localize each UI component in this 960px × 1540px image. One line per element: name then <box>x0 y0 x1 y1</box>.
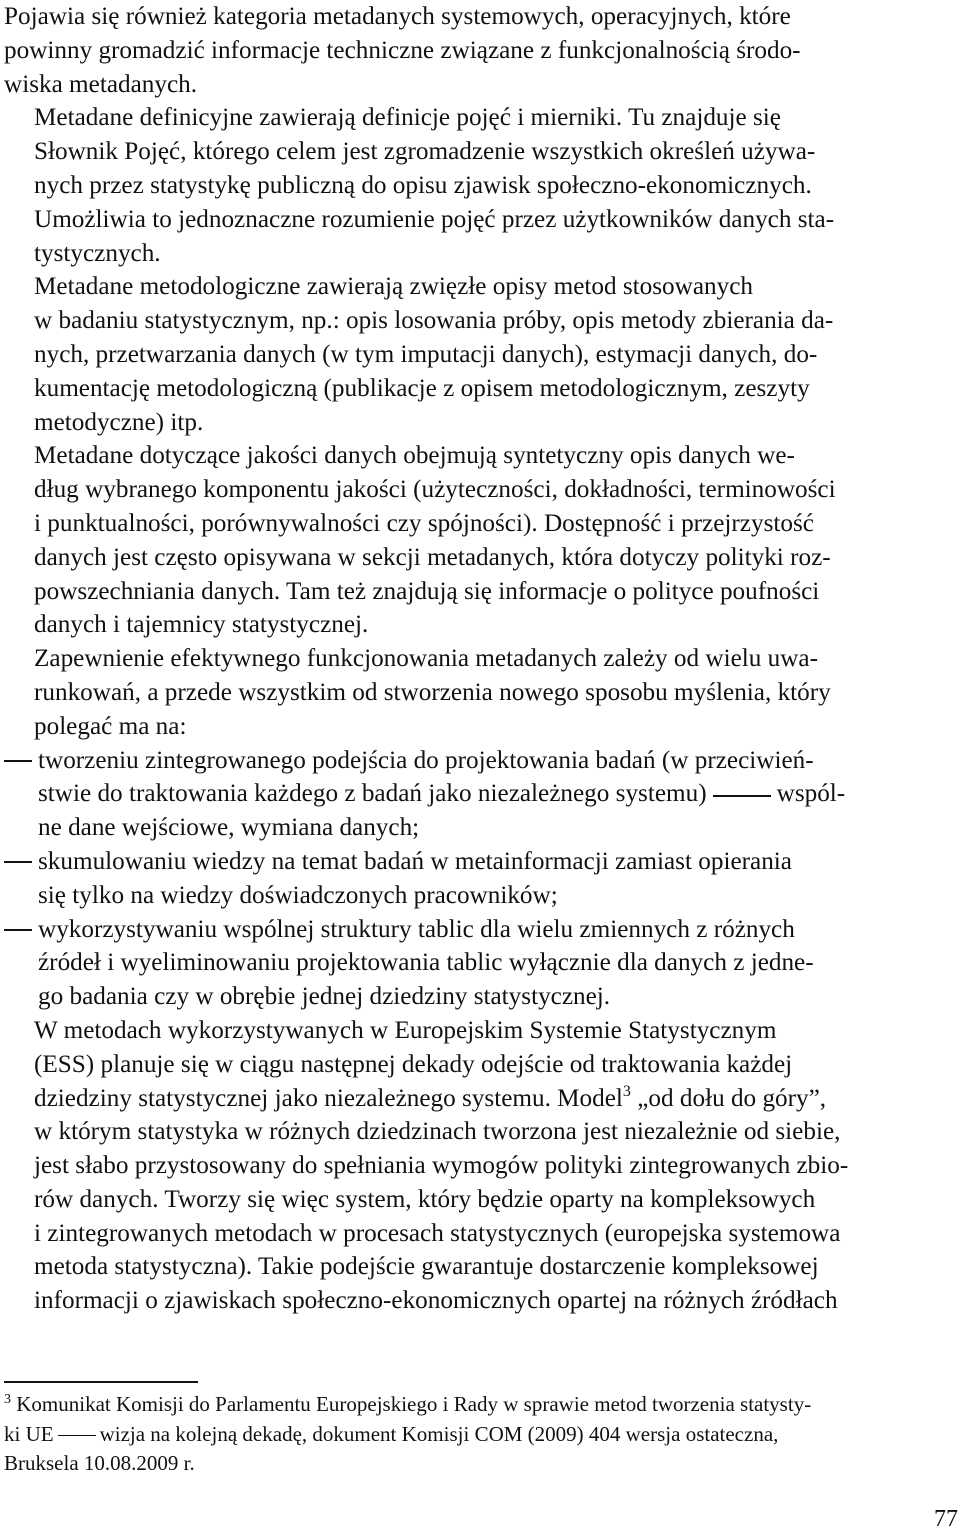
text-line: Zapewnienie efektywnego funkcjonowania metadanych zależy od wielu uwa- <box>34 645 818 673</box>
text-line: tystycznych. <box>34 239 161 267</box>
text-line: Metadane definicyjne zawierają definicje pojęć i mierniki. Tu znajduje się <box>34 104 781 132</box>
text-line: i punktualności, porównywalności czy spójności). Dostępność i przejrzystość <box>34 509 814 537</box>
text-line: tworzeniu zintegrowanego podejścia do projektowania badań (w przeciwień- <box>38 746 814 774</box>
footnote-line <box>4 1420 958 1450</box>
dash-bullet-icon <box>4 760 32 762</box>
paragraph-system-metadata <box>4 0 958 101</box>
dash-list <box>4 744 958 1014</box>
text-line: Pojawia się również kategoria metadanych systemowych, operacyjnych, które <box>4 3 791 30</box>
list-item <box>4 845 958 913</box>
paragraph-definitional-metadata <box>4 101 958 270</box>
text-line <box>4 1082 958 1116</box>
em-dash-icon <box>58 1435 96 1436</box>
text-segment: dziedziny statystycznej jako niezależnego systemu. Model <box>34 1084 623 1112</box>
text-line: kumentację metodologiczną (publikacje z opisem metodologicznym, zeszyty <box>34 374 810 402</box>
footnote-line: Bruksela 10.08.2009 r. <box>4 1451 195 1475</box>
text-segment: wspól- <box>776 780 846 808</box>
text-line: metoda statystyczna). Takie podejście gwarantuje dostarczenie kompleksowej <box>34 1253 819 1281</box>
list-item <box>4 744 958 845</box>
paragraph-ess-methods <box>4 1014 958 1318</box>
text-line: dług wybranego komponentu jakości (użyteczności, dokładności, terminowości <box>34 476 836 504</box>
text-line: źródeł i wyeliminowaniu projektowania tablic wyłącznie dla danych z jedne- <box>38 949 814 977</box>
text-segment: Komunikat Komisji do Parlamentu Europejskiego i Rady w sprawie metod tworzenia statysty- <box>11 1392 812 1416</box>
text-line: nych, przetwarzania danych (w tym imputacji danych), estymacji danych, do- <box>34 340 818 368</box>
text-line: jest słabo przystosowany do spełniania wymogów polityki zintegrowanych zbio- <box>34 1152 849 1180</box>
text-line <box>38 777 958 811</box>
text-line: w którym statystyka w różnych dziedzinach tworzona jest niezależnie od siebie, <box>34 1118 841 1146</box>
text-line: wykorzystywaniu wspólnej struktury tablic dla wielu zmiennych z różnych <box>38 915 795 943</box>
text-line: powszechniania danych. Tam też znajdują się informacje o polityce poufności <box>34 577 820 605</box>
text-line: Metadane metodologiczne zawierają zwięzłe opisy metod stosowanych <box>34 273 753 301</box>
footnote <box>4 1390 958 1479</box>
text-segment: wizja na kolejną dekadę, dokument Komisji COM (2009) 404 wersja ostateczna, <box>99 1421 779 1446</box>
text-line: runkowań, a przede wszystkim od stworzenia nowego sposobu myślenia, który <box>34 678 831 706</box>
footnote-line <box>4 1390 958 1420</box>
text-line: ne dane wejściowe, wymiana danych; <box>38 814 420 842</box>
text-line: skumulowaniu wiedzy na temat badań w metainformacji zamiast opierania <box>38 847 792 875</box>
dash-bullet-icon <box>4 861 32 863</box>
main-text <box>4 0 958 1318</box>
em-dash-icon <box>713 795 771 797</box>
text-line: Słownik Pojęć, którego celem jest zgromadzenie wszystkich określeń używa- <box>34 138 816 166</box>
page-number: 77 <box>934 1506 958 1532</box>
text-line: Umożliwia to jednoznaczne rozumienie pojęć przez użytkowników danych sta- <box>34 205 835 233</box>
text-line: go badania czy w obrębie jednej dziedziny statystycznej. <box>38 983 611 1011</box>
paragraph-methodological-metadata <box>4 270 958 439</box>
text-segment: ki UE <box>4 1421 54 1446</box>
text-line: danych jest często opisywana w sekcji metadanych, która dotyczy polityki roz- <box>34 543 831 571</box>
text-line: i zintegrowanych metodach w procesach statystycznych (europejska systemowa <box>34 1219 841 1247</box>
paragraph-quality-metadata <box>4 439 958 642</box>
text-line: Metadane dotyczące jakości danych obejmują syntetyczny opis danych we- <box>34 442 795 470</box>
text-line: nych przez statystykę publiczną do opisu zjawisk społeczno-ekonomicznych. <box>34 171 812 199</box>
text-line: danych i tajemnicy statystycznej. <box>34 611 369 639</box>
paragraph-effective-functioning <box>4 642 958 743</box>
text-line: powinny gromadzić informacje techniczne związane z funkcjonalnością środo- <box>4 36 801 64</box>
list-item <box>4 913 958 1014</box>
text-line: wiska metadanych. <box>4 70 198 98</box>
text-line: informacji o zjawiskach społeczno-ekonomicznych opartej na różnych źródłach <box>34 1287 838 1315</box>
footnote-reference[interactable]: 3 <box>622 1082 631 1100</box>
text-line: W metodach wykorzystywanych w Europejskim Systemie Statystycznym <box>34 1016 777 1044</box>
text-line: się tylko na wiedzy doświadczonych pracowników; <box>38 881 558 909</box>
text-line: polegać ma na: <box>34 712 187 740</box>
dash-bullet-icon <box>4 929 32 931</box>
text-segment: stwie do traktowania każdego z badań jako niezależnego systemu) <box>38 780 707 808</box>
text-line: (ESS) planuje się w ciągu następnej dekady odejście od traktowania każdej <box>34 1050 793 1078</box>
text-line: rów danych. Tworzy się więc system, który będzie oparty na kompleksowych <box>34 1185 816 1213</box>
footnote-marker: 3 <box>4 1392 11 1407</box>
document-page <box>4 0 958 1540</box>
footnote-separator <box>4 1381 198 1383</box>
text-line: metodyczne) itp. <box>34 408 204 436</box>
text-line: w badaniu statystycznym, np.: opis losowania próby, opis metody zbierania da- <box>34 307 834 335</box>
text-segment: „od dołu do góry”, <box>630 1084 827 1112</box>
